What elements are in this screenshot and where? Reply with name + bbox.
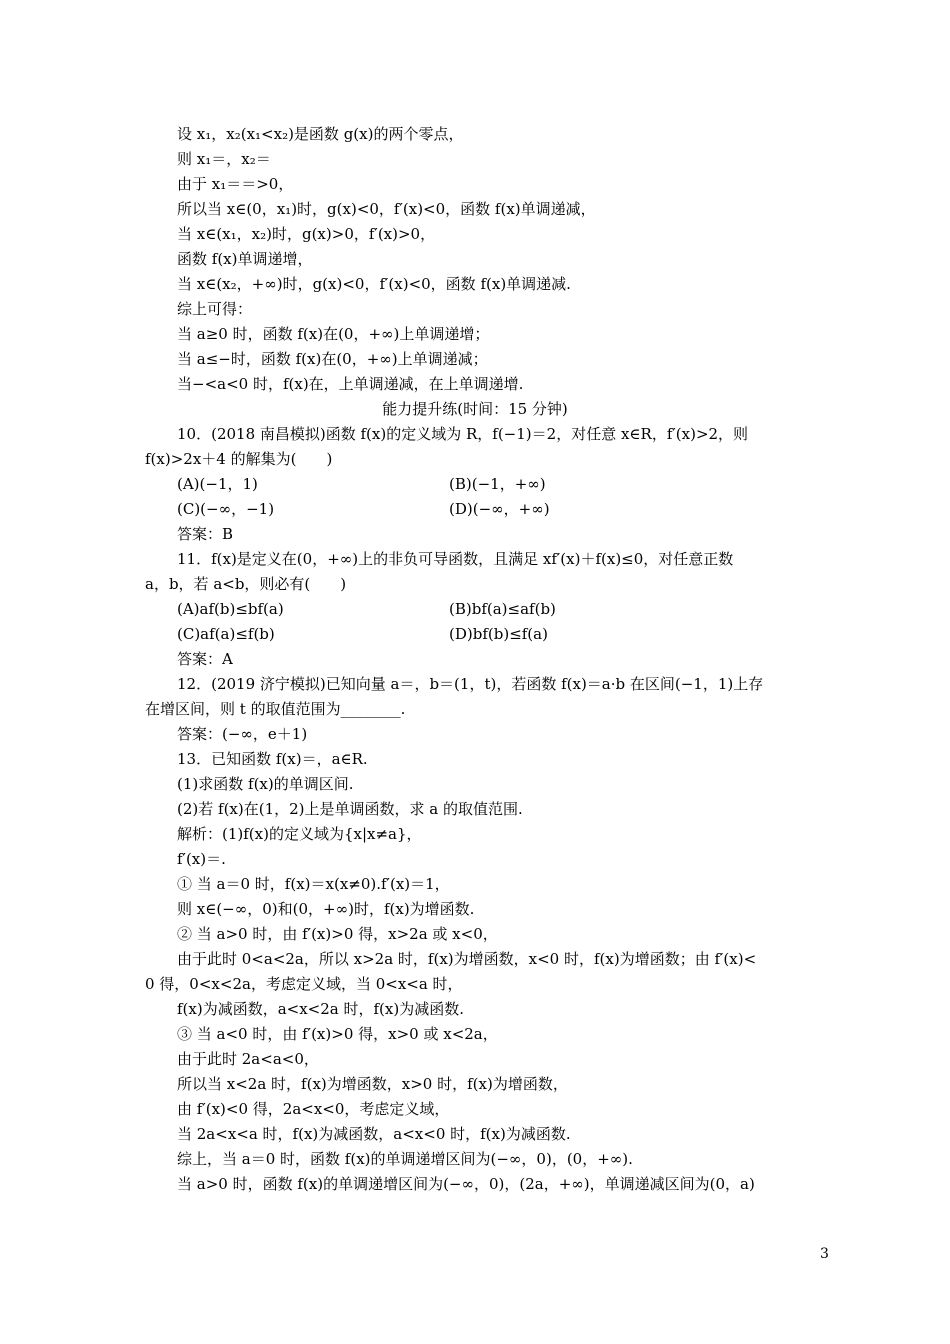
text-line: 所以当 x∈(0，x₁)时，g(x)<0，f′(x)<0，函数 f(x)单调递减， — [177, 200, 596, 218]
option-b: (B)(−1，+∞) — [449, 475, 546, 493]
text-line: 解析：(1)f(x)的定义域为{x|x≠a}， — [177, 825, 422, 843]
text-line: 由 f′(x)<0 得，2a<x<0，考虑定义域， — [177, 1100, 450, 1118]
text-line: 当 a>0 时，函数 f(x)的单调递增区间为(−∞，0)，(2a，+∞)，单调递减区间为(0，a) — [177, 1175, 755, 1193]
option-a: (A)(−1，1) — [177, 475, 258, 493]
text-line: 由于 x₁＝＝>0， — [177, 175, 294, 193]
text-line: ① 当 a＝0 时，f(x)＝x(x≠0).f′(x)＝1， — [177, 875, 450, 893]
text-line: 由于此时 0<a<2a，所以 x>2a 时，f(x)为增函数，x<0 时，f(x)为增函数；由 f′(x)< — [177, 950, 757, 968]
question-10: 10．(2018 南昌模拟)函数 f(x)的定义域为 R，f(−1)＝2，对任意 x∈R，f′(x)>2，则 — [177, 425, 749, 443]
text-line: 综上可得： — [177, 300, 253, 318]
text-line: 函数 f(x)单调递增， — [177, 250, 313, 268]
text-line: 0 得，0<x<2a，考虑定义域，当 0<x<a 时， — [145, 975, 463, 993]
text-line: 综上，当 a＝0 时，函数 f(x)的单调递增区间为(−∞，0)，(0，+∞). — [177, 1150, 633, 1168]
text-line: 当 x∈(x₁，x₂)时，g(x)>0，f′(x)>0， — [177, 225, 436, 243]
question-12: 12．(2019 济宁模拟)已知向量 a＝，b＝(1，t)，若函数 f(x)＝a·b 在区间(−1，1)上存 — [177, 675, 764, 693]
question-11-cont: a，b，若 a<b，则必有( ) — [145, 575, 347, 593]
option-b: (B)bf(a)≤af(b) — [449, 600, 556, 618]
text-line: f′(x)＝. — [177, 850, 226, 868]
text-line: 当−<a<0 时，f(x)在，上单调递减，在上单调递增. — [177, 375, 524, 393]
text-line: 当 a≥0 时，函数 f(x)在(0，+∞)上单调递增； — [177, 325, 490, 343]
answer-12: 答案：(−∞，e＋1) — [177, 725, 308, 743]
question-11: 11．f(x)是定义在(0，+∞)上的非负可导函数，且满足 xf′(x)＋f(x)≤0，对任意正数 — [177, 550, 734, 568]
question-12-cont: 在增区间，则 t 的取值范围为________. — [145, 700, 406, 718]
text-line: 当 a≤−时，函数 f(x)在(0，+∞)上单调递减； — [177, 350, 488, 368]
text-line: f(x)为减函数，a<x<2a 时，f(x)为减函数. — [177, 1000, 464, 1018]
text-line: 由于此时 2a<a<0， — [177, 1050, 319, 1068]
option-d: (D)(−∞，+∞) — [449, 500, 550, 518]
section-heading: 能力提升练(时间：15 分钟) — [382, 400, 568, 418]
text-line: 则 x₁＝，x₂＝ — [177, 150, 271, 168]
option-c: (C)af(a)≤f(b) — [177, 625, 275, 643]
text-line: 设 x₁，x₂(x₁<x₂)是函数 g(x)的两个零点， — [177, 125, 464, 143]
text-line: (1)求函数 f(x)的单调区间. — [177, 775, 354, 793]
option-a: (A)af(b)≤bf(a) — [177, 600, 284, 618]
text-line: 所以当 x<2a 时，f(x)为增函数，x>0 时，f(x)为增函数， — [177, 1075, 568, 1093]
text-line: ③ 当 a<0 时，由 f′(x)>0 得，x>0 或 x<2a， — [177, 1025, 498, 1043]
question-10-cont: f(x)>2x＋4 的解集为( ) — [145, 450, 333, 468]
option-c: (C)(−∞，−1) — [177, 500, 275, 518]
text-line: 当 x∈(x₂，+∞)时，g(x)<0，f′(x)<0，函数 f(x)单调递减. — [177, 275, 571, 293]
page-number: 3 — [820, 1246, 829, 1262]
option-d: (D)bf(b)≤f(a) — [449, 625, 548, 643]
text-line: 当 2a<x<a 时，f(x)为减函数，a<x<0 时，f(x)为减函数. — [177, 1125, 571, 1143]
answer-11: 答案：A — [177, 650, 233, 668]
text-line: ② 当 a>0 时，由 f′(x)>0 得，x>2a 或 x<0， — [177, 925, 498, 943]
text-line: 则 x∈(−∞，0)和(0，+∞)时，f(x)为增函数. — [177, 900, 475, 918]
text-line: (2)若 f(x)在(1，2)上是单调函数，求 a 的取值范围. — [177, 800, 523, 818]
question-13: 13．已知函数 f(x)＝，a∈R. — [177, 750, 368, 768]
answer-10: 答案：B — [177, 525, 234, 543]
